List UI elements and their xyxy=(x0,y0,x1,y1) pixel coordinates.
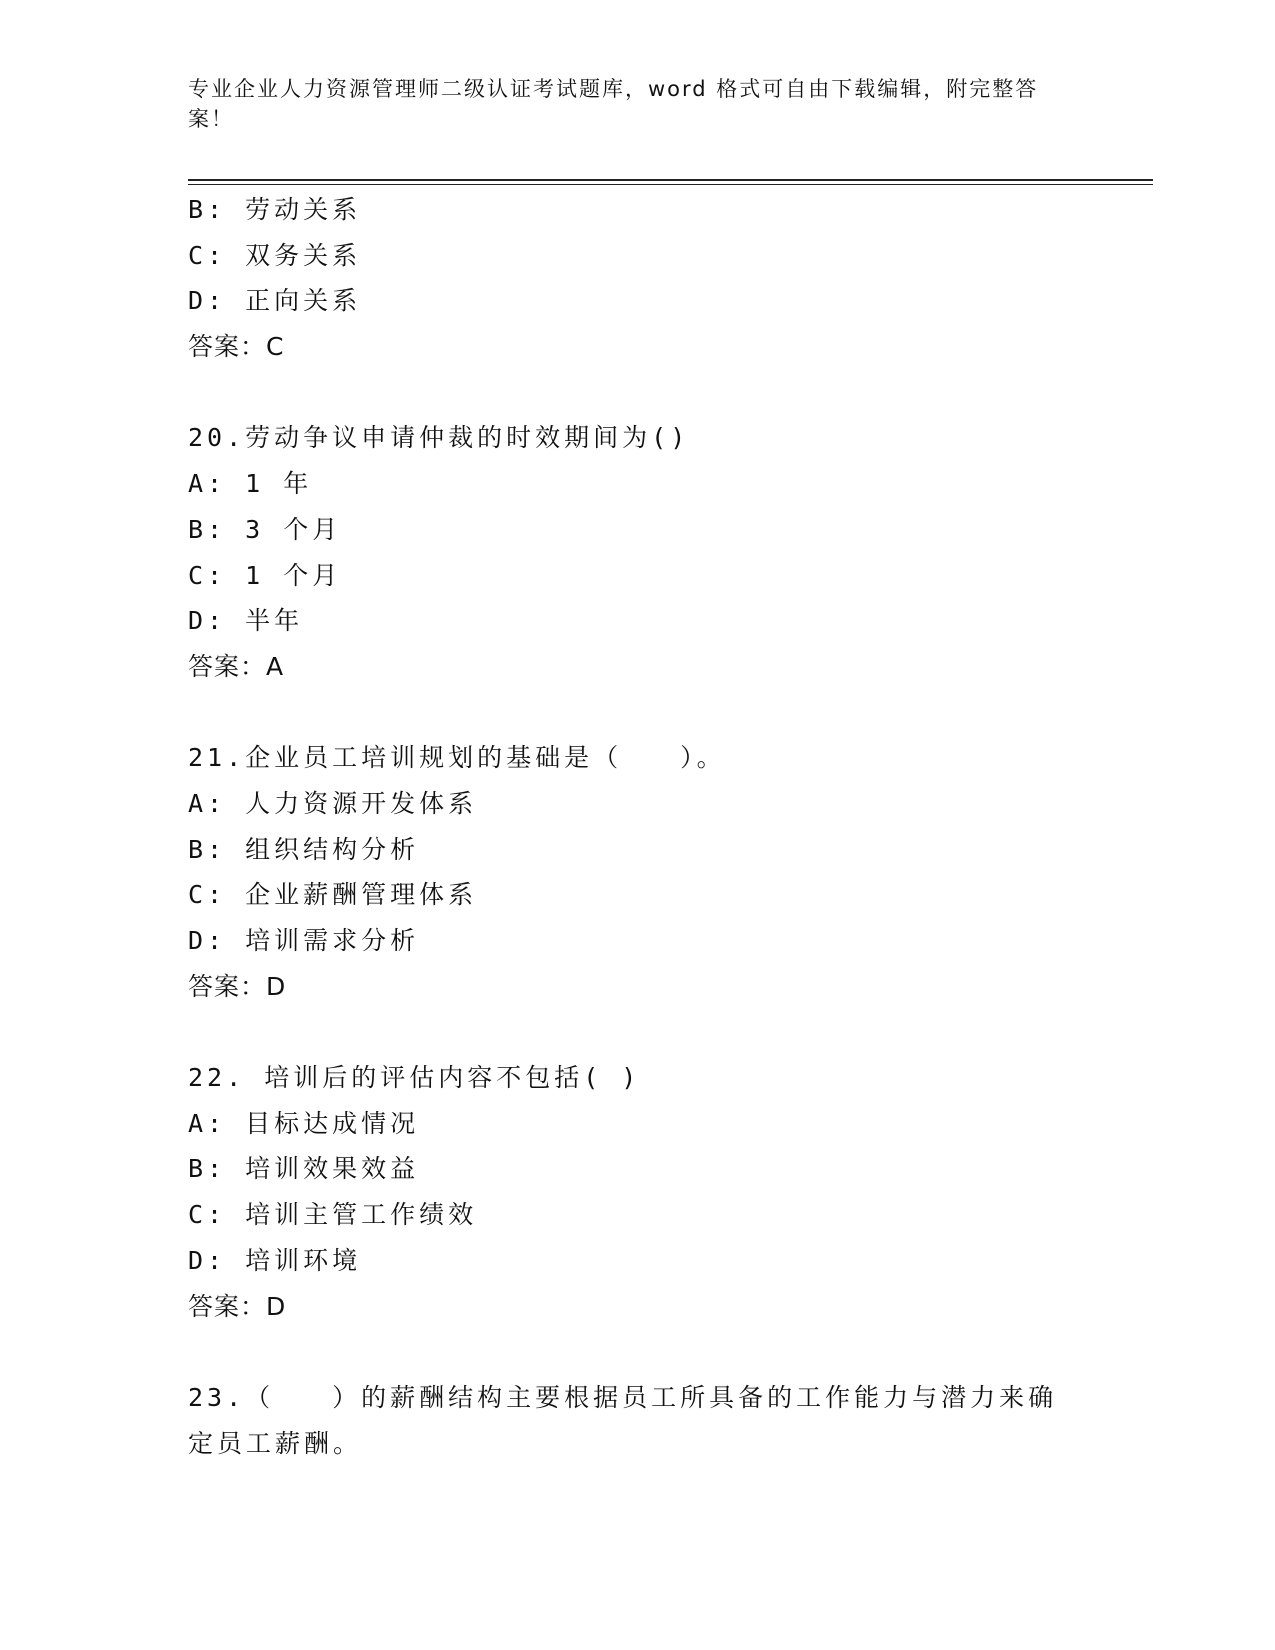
answer: 答案：D xyxy=(188,1291,287,1321)
question-stem: 23.（ ）的薪酬结构主要根据员工所具备的工作能力与潜力来确定员工薪酬。 xyxy=(188,1382,1058,1458)
option-d: D: 培训环境 xyxy=(188,1245,362,1275)
question-stem: 22. 培训后的评估内容不包括( ) xyxy=(188,1063,641,1093)
question-19-continued xyxy=(188,187,1088,370)
option-c: C: 1 个月 xyxy=(188,560,342,590)
question-21 xyxy=(188,735,1088,1009)
question-stem: 21.企业员工培训规划的基础是（ ）。 xyxy=(188,743,726,773)
option-a: A: 人力资源开发体系 xyxy=(188,788,478,818)
option-d: D: 半年 xyxy=(188,606,304,636)
spacer xyxy=(188,1009,1088,1055)
question-20 xyxy=(188,415,1088,689)
option-c: C: 双务关系 xyxy=(188,240,362,270)
option-d: D: 正向关系 xyxy=(188,286,362,316)
option-b: B: 劳动关系 xyxy=(188,195,362,224)
option-c: C: 企业薪酬管理体系 xyxy=(188,880,478,910)
spacer xyxy=(188,690,1088,736)
option-c: C: 培训主管工作绩效 xyxy=(188,1200,478,1230)
question-stem: 20.劳动争议申请仲裁的时效期间为() xyxy=(188,423,690,453)
answer: 答案：C xyxy=(188,332,285,362)
spacer xyxy=(188,1329,1088,1375)
option-b: B: 组织结构分析 xyxy=(188,834,420,864)
header-rule-thin xyxy=(188,184,1153,185)
option-b: B: 培训效果效益 xyxy=(188,1154,420,1184)
header-rule-thick xyxy=(188,179,1153,181)
option-d: D: 培训需求分析 xyxy=(188,926,420,955)
question-23 xyxy=(188,1375,1088,1466)
answer: 答案：A xyxy=(188,651,285,681)
answer: 答案：D xyxy=(188,971,287,1001)
option-a: A: 1 年 xyxy=(188,469,313,499)
option-a: A: 目标达成情况 xyxy=(188,1108,420,1138)
question-list xyxy=(188,187,1088,1466)
spacer xyxy=(188,370,1088,416)
question-22 xyxy=(188,1055,1088,1329)
option-b: B: 3 个月 xyxy=(188,514,342,544)
document-header: 专业企业人力资源管理师二级认证考试题库，word 格式可自由下载编辑，附完整答案！ xyxy=(188,77,1039,131)
